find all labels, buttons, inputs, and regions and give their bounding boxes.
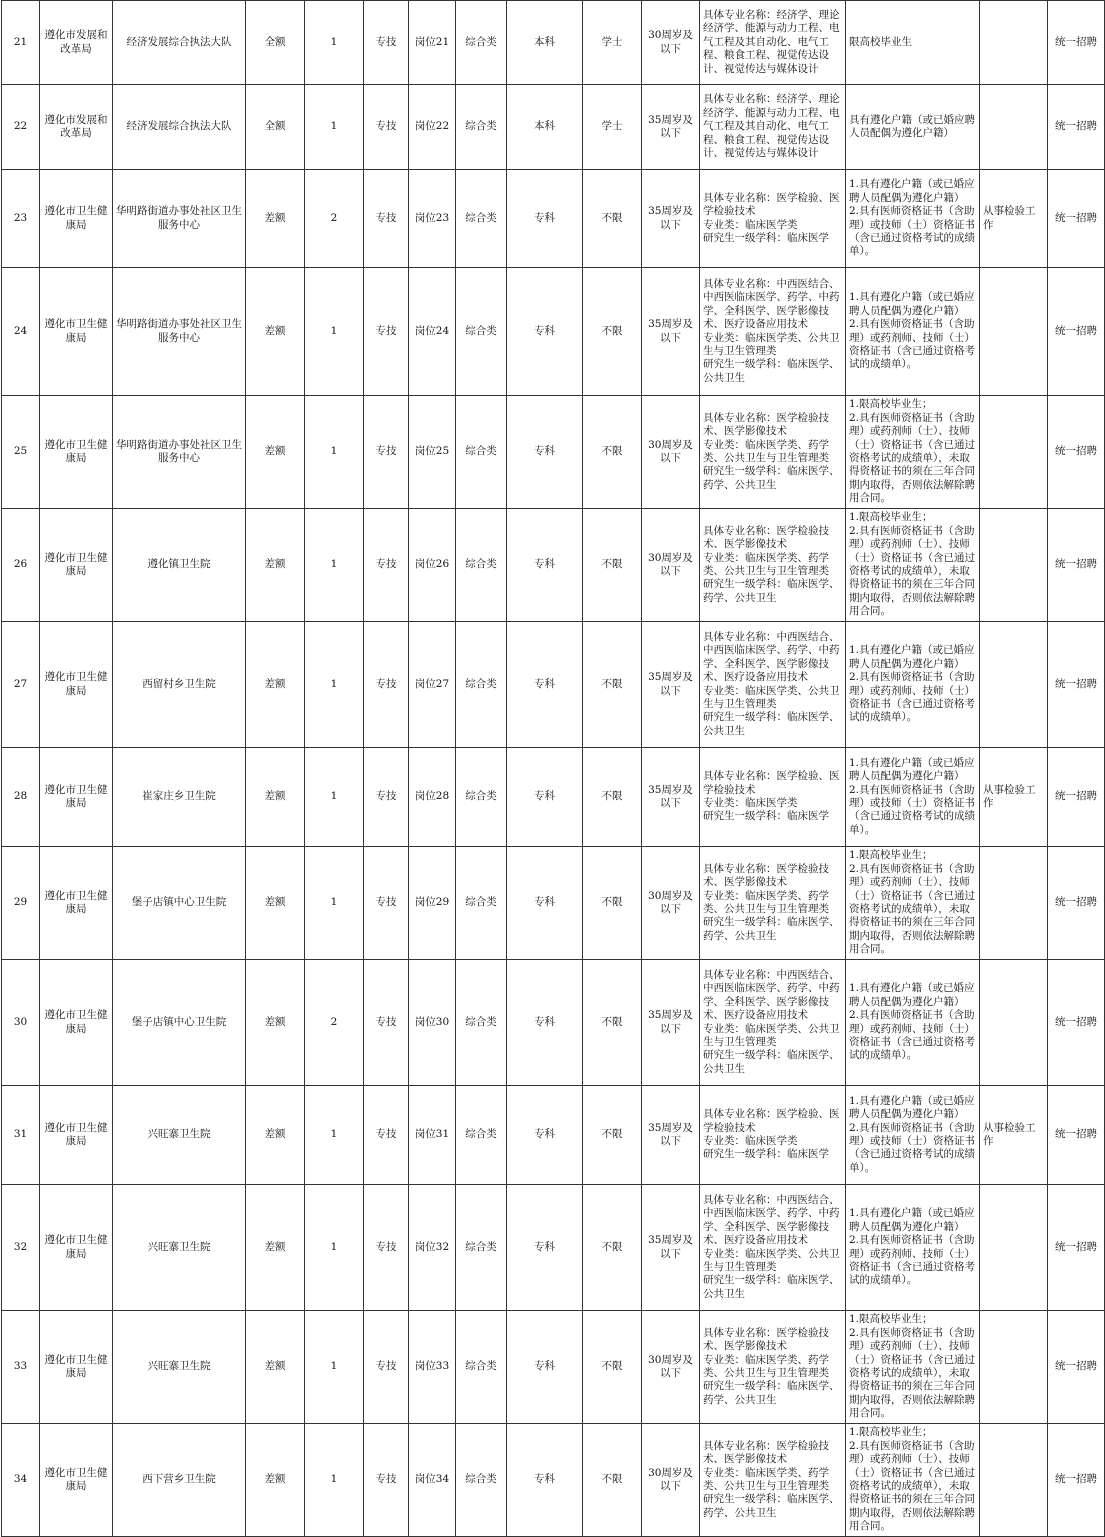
cell-other-requirement: 具有遵化户籍（或已婚应聘人员配偶为遵化户籍）: [846, 85, 980, 170]
cell-education: 专科: [507, 622, 583, 748]
cell-degree: 不限: [583, 960, 642, 1086]
cell-recruit-method: 统一招聘: [1048, 1, 1105, 85]
cell-post-category: 专技: [364, 1424, 409, 1537]
cell-education: 本科: [507, 85, 583, 170]
cell-department: 遵化市卫生健康局: [40, 748, 113, 847]
cell-remark: [980, 960, 1048, 1086]
cell-funding-type: 差额: [246, 1424, 305, 1537]
cell-employing-unit: 崔家庄乡卫生院: [113, 748, 246, 847]
cell-funding-type: 差额: [246, 960, 305, 1086]
cell-recruit-method: 统一招聘: [1048, 85, 1105, 170]
cell-exam-type: 综合类: [456, 1, 507, 85]
cell-education: 本科: [507, 1, 583, 85]
cell-recruit-method: 统一招聘: [1048, 509, 1105, 622]
cell-remark: [980, 1185, 1048, 1311]
cell-recruit-method: 统一招聘: [1048, 396, 1105, 509]
cell-hire-count: 1: [305, 847, 364, 960]
cell-major-requirement: 具体专业名称：经济学、理论经济学、能源与动力工程、电气工程及其自动化、电气工程、粮食工程、视觉传达设计、视觉传达与媒体设计: [700, 1, 846, 85]
cell-post-category: 专技: [364, 509, 409, 622]
cell-remark: 从事检验工作: [980, 170, 1048, 268]
cell-row-number: 23: [2, 170, 40, 268]
cell-post-category: 专技: [364, 268, 409, 396]
cell-hire-count: 2: [305, 960, 364, 1086]
cell-degree: 学士: [583, 1, 642, 85]
cell-other-requirement: 1.限高校毕业生； 2.具有医师资格证书（含助理）或药剂师（士）、技师（士）资格证书（含已通过资格考试的成绩单），未取得资格证书的须在三年合同期内取得，否则依法解除聘用合同。: [846, 847, 980, 960]
cell-major-requirement: 具体专业名称：医学检验技术、医学影像技术 专业类：临床医学类、药学类、公共卫生与卫生管理类 研究生一级学科：临床医学、药学、公共卫生: [700, 1311, 846, 1424]
cell-degree: 不限: [583, 509, 642, 622]
cell-post-code: 岗位31: [409, 1086, 456, 1185]
cell-funding-type: 差额: [246, 622, 305, 748]
cell-department: 遵化市发展和改革局: [40, 85, 113, 170]
cell-funding-type: 差额: [246, 396, 305, 509]
cell-post-code: 岗位24: [409, 268, 456, 396]
cell-post-category: 专技: [364, 622, 409, 748]
cell-age-limit: 35周岁及以下: [642, 1185, 700, 1311]
cell-age-limit: 30周岁及以下: [642, 1424, 700, 1537]
cell-degree: 不限: [583, 1311, 642, 1424]
cell-hire-count: 1: [305, 509, 364, 622]
cell-employing-unit: 堡子店镇中心卫生院: [113, 847, 246, 960]
cell-recruit-method: 统一招聘: [1048, 1311, 1105, 1424]
cell-recruit-method: 统一招聘: [1048, 748, 1105, 847]
table-row: [2, 396, 1105, 509]
table-row: [2, 1424, 1105, 1537]
cell-funding-type: 差额: [246, 268, 305, 396]
cell-hire-count: 1: [305, 1086, 364, 1185]
cell-other-requirement: 1.具有遵化户籍（或已婚应聘人员配偶为遵化户籍） 2.具有医师资格证书（含助理）或技师（士）资格证书（含已通过资格考试的成绩单）。: [846, 1086, 980, 1185]
cell-degree: 不限: [583, 1086, 642, 1185]
table-row: [2, 960, 1105, 1086]
cell-hire-count: 1: [305, 1, 364, 85]
cell-education: 专科: [507, 1086, 583, 1185]
cell-funding-type: 差额: [246, 748, 305, 847]
cell-exam-type: 综合类: [456, 396, 507, 509]
cell-recruit-method: 统一招聘: [1048, 268, 1105, 396]
cell-post-code: 岗位27: [409, 622, 456, 748]
table-row: [2, 85, 1105, 170]
cell-row-number: 34: [2, 1424, 40, 1537]
cell-age-limit: 35周岁及以下: [642, 268, 700, 396]
cell-education: 专科: [507, 509, 583, 622]
cell-post-code: 岗位29: [409, 847, 456, 960]
cell-education: 专科: [507, 396, 583, 509]
cell-row-number: 31: [2, 1086, 40, 1185]
cell-age-limit: 30周岁及以下: [642, 1, 700, 85]
cell-remark: [980, 396, 1048, 509]
cell-degree: 不限: [583, 847, 642, 960]
cell-recruit-method: 统一招聘: [1048, 960, 1105, 1086]
cell-other-requirement: 1.具有遵化户籍（或已婚应聘人员配偶为遵化户籍） 2.具有医师资格证书（含助理）或技师（士）资格证书（含已通过资格考试的成绩单）。: [846, 170, 980, 268]
cell-department: 遵化市卫生健康局: [40, 1424, 113, 1537]
cell-post-category: 专技: [364, 960, 409, 1086]
cell-post-code: 岗位28: [409, 748, 456, 847]
cell-degree: 不限: [583, 396, 642, 509]
table-row: [2, 1311, 1105, 1424]
cell-hire-count: 1: [305, 268, 364, 396]
cell-other-requirement: 1.限高校毕业生； 2.具有医师资格证书（含助理）或药剂师（士）、技师（士）资格证书（含已通过资格考试的成绩单），未取得资格证书的须在三年合同期内取得，否则依法解除聘用合同。: [846, 1424, 980, 1537]
cell-recruit-method: 统一招聘: [1048, 170, 1105, 268]
table-row: [2, 748, 1105, 847]
cell-other-requirement: 1.具有遵化户籍（或已婚应聘人员配偶为遵化户籍） 2.具有医师资格证书（含助理）或技师（士）资格证书（含已通过资格考试的成绩单）。: [846, 748, 980, 847]
cell-funding-type: 差额: [246, 1311, 305, 1424]
cell-row-number: 32: [2, 1185, 40, 1311]
cell-post-code: 岗位30: [409, 960, 456, 1086]
cell-post-category: 专技: [364, 85, 409, 170]
cell-row-number: 30: [2, 960, 40, 1086]
cell-age-limit: 30周岁及以下: [642, 847, 700, 960]
cell-degree: 不限: [583, 622, 642, 748]
table-row: [2, 170, 1105, 268]
cell-major-requirement: 具体专业名称：中西医结合、中西医临床医学、药学、中药学、全科医学、医学影像技术、医疗设备应用技术 专业类：临床医学类、公共卫生与卫生管理类 研究生一级学科：临床医学、公共卫生: [700, 960, 846, 1086]
cell-row-number: 33: [2, 1311, 40, 1424]
cell-row-number: 27: [2, 622, 40, 748]
cell-education: 专科: [507, 1185, 583, 1311]
cell-education: 专科: [507, 268, 583, 396]
cell-department: 遵化市卫生健康局: [40, 509, 113, 622]
cell-education: 专科: [507, 170, 583, 268]
cell-row-number: 24: [2, 268, 40, 396]
cell-degree: 不限: [583, 1424, 642, 1537]
cell-remark: [980, 847, 1048, 960]
table-row: [2, 1185, 1105, 1311]
cell-department: 遵化市卫生健康局: [40, 847, 113, 960]
cell-exam-type: 综合类: [456, 1086, 507, 1185]
cell-exam-type: 综合类: [456, 847, 507, 960]
cell-exam-type: 综合类: [456, 509, 507, 622]
cell-exam-type: 综合类: [456, 1311, 507, 1424]
cell-age-limit: 30周岁及以下: [642, 1311, 700, 1424]
cell-degree: 不限: [583, 268, 642, 396]
cell-recruit-method: 统一招聘: [1048, 847, 1105, 960]
cell-employing-unit: 西留村乡卫生院: [113, 622, 246, 748]
cell-hire-count: 1: [305, 1185, 364, 1311]
cell-age-limit: 35周岁及以下: [642, 1086, 700, 1185]
cell-major-requirement: 具体专业名称：医学检验、医学检验技术 专业类：临床医学类 研究生一级学科：临床医学: [700, 748, 846, 847]
cell-recruit-method: 统一招聘: [1048, 1424, 1105, 1537]
cell-remark: 从事检验工作: [980, 1086, 1048, 1185]
cell-hire-count: 2: [305, 170, 364, 268]
cell-remark: [980, 268, 1048, 396]
cell-exam-type: 综合类: [456, 268, 507, 396]
cell-degree: 不限: [583, 1185, 642, 1311]
cell-exam-type: 综合类: [456, 1424, 507, 1537]
table-body: [2, 1, 1105, 1537]
cell-age-limit: 35周岁及以下: [642, 748, 700, 847]
cell-post-category: 专技: [364, 1311, 409, 1424]
cell-other-requirement: 1.限高校毕业生； 2.具有医师资格证书（含助理）或药剂师（士）、技师（士）资格证书（含已通过资格考试的成绩单），未取得资格证书的须在三年合同期内取得，否则依法解除聘用合同。: [846, 1311, 980, 1424]
cell-exam-type: 综合类: [456, 1185, 507, 1311]
cell-funding-type: 差额: [246, 847, 305, 960]
cell-education: 专科: [507, 1424, 583, 1537]
table-row: [2, 509, 1105, 622]
cell-exam-type: 综合类: [456, 170, 507, 268]
cell-hire-count: 1: [305, 1424, 364, 1537]
cell-remark: 从事检验工作: [980, 748, 1048, 847]
cell-department: 遵化市卫生健康局: [40, 170, 113, 268]
cell-recruit-method: 统一招聘: [1048, 622, 1105, 748]
cell-remark: [980, 509, 1048, 622]
table-row: [2, 622, 1105, 748]
cell-employing-unit: 华明路街道办事处社区卫生服务中心: [113, 268, 246, 396]
cell-employing-unit: 西下营乡卫生院: [113, 1424, 246, 1537]
cell-post-code: 岗位34: [409, 1424, 456, 1537]
cell-education: 专科: [507, 1311, 583, 1424]
cell-exam-type: 综合类: [456, 960, 507, 1086]
cell-major-requirement: 具体专业名称：医学检验技术、医学影像技术 专业类：临床医学类、药学类、公共卫生与卫生管理类 研究生一级学科：临床医学、药学、公共卫生: [700, 509, 846, 622]
cell-post-code: 岗位22: [409, 85, 456, 170]
cell-other-requirement: 1.限高校毕业生； 2.具有医师资格证书（含助理）或药剂师（士）、技师（士）资格证书（含已通过资格考试的成绩单），未取得资格证书的须在三年合同期内取得，否则依法解除聘用合同。: [846, 509, 980, 622]
cell-degree: 不限: [583, 748, 642, 847]
cell-exam-type: 综合类: [456, 622, 507, 748]
table-row: [2, 268, 1105, 396]
cell-education: 专科: [507, 748, 583, 847]
cell-recruit-method: 统一招聘: [1048, 1185, 1105, 1311]
cell-row-number: 28: [2, 748, 40, 847]
cell-post-code: 岗位23: [409, 170, 456, 268]
cell-employing-unit: 经济发展综合执法大队: [113, 1, 246, 85]
cell-funding-type: 差额: [246, 1185, 305, 1311]
cell-post-category: 专技: [364, 170, 409, 268]
cell-major-requirement: 具体专业名称：医学检验技术、医学影像技术 专业类：临床医学类、药学类、公共卫生与卫生管理类 研究生一级学科：临床医学、药学、公共卫生: [700, 396, 846, 509]
cell-funding-type: 差额: [246, 509, 305, 622]
cell-employing-unit: 兴旺寨卫生院: [113, 1185, 246, 1311]
cell-age-limit: 30周岁及以下: [642, 509, 700, 622]
cell-major-requirement: 具体专业名称：医学检验、医学检验技术 专业类：临床医学类 研究生一级学科：临床医学: [700, 170, 846, 268]
cell-remark: [980, 622, 1048, 748]
cell-exam-type: 综合类: [456, 748, 507, 847]
cell-row-number: 22: [2, 85, 40, 170]
table-row: [2, 847, 1105, 960]
cell-department: 遵化市卫生健康局: [40, 960, 113, 1086]
cell-other-requirement: 1.限高校毕业生； 2.具有医师资格证书（含助理）或药剂师（士）、技师（士）资格证书（含已通过资格考试的成绩单），未取得资格证书的须在三年合同期内取得，否则依法解除聘用合同。: [846, 396, 980, 509]
cell-department: 遵化市卫生健康局: [40, 1086, 113, 1185]
cell-post-code: 岗位32: [409, 1185, 456, 1311]
cell-post-category: 专技: [364, 847, 409, 960]
cell-hire-count: 1: [305, 748, 364, 847]
cell-remark: [980, 1424, 1048, 1537]
cell-hire-count: 1: [305, 396, 364, 509]
cell-department: 遵化市发展和改革局: [40, 1, 113, 85]
cell-education: 专科: [507, 847, 583, 960]
cell-other-requirement: 1.具有遵化户籍（或已婚应聘人员配偶为遵化户籍） 2.具有医师资格证书（含助理）或药剂师、技师（士）资格证书（含已通过资格考试的成绩单）。: [846, 622, 980, 748]
cell-row-number: 29: [2, 847, 40, 960]
cell-post-category: 专技: [364, 1, 409, 85]
cell-row-number: 21: [2, 1, 40, 85]
cell-age-limit: 35周岁及以下: [642, 960, 700, 1086]
cell-other-requirement: 限高校毕业生: [846, 1, 980, 85]
cell-department: 遵化市卫生健康局: [40, 396, 113, 509]
cell-post-code: 岗位25: [409, 396, 456, 509]
cell-exam-type: 综合类: [456, 85, 507, 170]
cell-major-requirement: 具体专业名称：医学检验技术、医学影像技术 专业类：临床医学类、药学类、公共卫生与卫生管理类 研究生一级学科：临床医学、药学、公共卫生: [700, 1424, 846, 1537]
cell-department: 遵化市卫生健康局: [40, 268, 113, 396]
cell-major-requirement: 具体专业名称：中西医结合、中西医临床医学、药学、中药学、全科医学、医学影像技术、医疗设备应用技术 专业类：临床医学类、公共卫生与卫生管理类 研究生一级学科：临床医学、公共卫生: [700, 268, 846, 396]
cell-department: 遵化市卫生健康局: [40, 1311, 113, 1424]
cell-age-limit: 35周岁及以下: [642, 85, 700, 170]
cell-funding-type: 差额: [246, 1086, 305, 1185]
cell-degree: 学士: [583, 85, 642, 170]
cell-hire-count: 1: [305, 622, 364, 748]
cell-funding-type: 全额: [246, 85, 305, 170]
cell-department: 遵化市卫生健康局: [40, 1185, 113, 1311]
cell-post-category: 专技: [364, 396, 409, 509]
cell-department: 遵化市卫生健康局: [40, 622, 113, 748]
cell-post-category: 专技: [364, 1086, 409, 1185]
cell-employing-unit: 兴旺寨卫生院: [113, 1086, 246, 1185]
cell-remark: [980, 1, 1048, 85]
cell-age-limit: 35周岁及以下: [642, 170, 700, 268]
cell-major-requirement: 具体专业名称：医学检验技术、医学影像技术 专业类：临床医学类、药学类、公共卫生与卫生管理类 研究生一级学科：临床医学、药学、公共卫生: [700, 847, 846, 960]
cell-employing-unit: 兴旺寨卫生院: [113, 1311, 246, 1424]
cell-major-requirement: 具体专业名称：经济学、理论经济学、能源与动力工程、电气工程及其自动化、电气工程、粮食工程、视觉传达设计、视觉传达与媒体设计: [700, 85, 846, 170]
cell-major-requirement: 具体专业名称：中西医结合、中西医临床医学、药学、中药学、全科医学、医学影像技术、医疗设备应用技术 专业类：临床医学类、公共卫生与卫生管理类 研究生一级学科：临床医学、公共卫生: [700, 622, 846, 748]
cell-post-code: 岗位33: [409, 1311, 456, 1424]
cell-other-requirement: 1.具有遵化户籍（或已婚应聘人员配偶为遵化户籍） 2.具有医师资格证书（含助理）或药剂师、技师（士）资格证书（含已通过资格考试的成绩单）。: [846, 268, 980, 396]
cell-post-category: 专技: [364, 748, 409, 847]
table-row: [2, 1, 1105, 85]
cell-funding-type: 全额: [246, 1, 305, 85]
cell-other-requirement: 1.具有遵化户籍（或已婚应聘人员配偶为遵化户籍） 2.具有医师资格证书（含助理）或药剂师、技师（士）资格证书（含已通过资格考试的成绩单）。: [846, 1185, 980, 1311]
cell-row-number: 26: [2, 509, 40, 622]
cell-other-requirement: 1.具有遵化户籍（或已婚应聘人员配偶为遵化户籍） 2.具有医师资格证书（含助理）或药剂师、技师（士）资格证书（含已通过资格考试的成绩单）。: [846, 960, 980, 1086]
table-row: [2, 1086, 1105, 1185]
cell-major-requirement: 具体专业名称：医学检验、医学检验技术 专业类：临床医学类 研究生一级学科：临床医学: [700, 1086, 846, 1185]
cell-hire-count: 1: [305, 1311, 364, 1424]
recruitment-table: [1, 0, 1105, 1537]
cell-hire-count: 1: [305, 85, 364, 170]
cell-recruit-method: 统一招聘: [1048, 1086, 1105, 1185]
cell-employing-unit: 堡子店镇中心卫生院: [113, 960, 246, 1086]
cell-remark: [980, 85, 1048, 170]
cell-employing-unit: 华明路街道办事处社区卫生服务中心: [113, 170, 246, 268]
cell-employing-unit: 遵化镇卫生院: [113, 509, 246, 622]
cell-post-category: 专技: [364, 1185, 409, 1311]
cell-degree: 不限: [583, 170, 642, 268]
cell-remark: [980, 1311, 1048, 1424]
cell-employing-unit: 经济发展综合执法大队: [113, 85, 246, 170]
cell-age-limit: 35周岁及以下: [642, 622, 700, 748]
cell-row-number: 25: [2, 396, 40, 509]
cell-age-limit: 30周岁及以下: [642, 396, 700, 509]
cell-employing-unit: 华明路街道办事处社区卫生服务中心: [113, 396, 246, 509]
cell-funding-type: 差额: [246, 170, 305, 268]
cell-education: 专科: [507, 960, 583, 1086]
cell-major-requirement: 具体专业名称：中西医结合、中西医临床医学、药学、中药学、全科医学、医学影像技术、医疗设备应用技术 专业类：临床医学类、公共卫生与卫生管理类 研究生一级学科：临床医学、公共卫生: [700, 1185, 846, 1311]
cell-post-code: 岗位26: [409, 509, 456, 622]
cell-post-code: 岗位21: [409, 1, 456, 85]
